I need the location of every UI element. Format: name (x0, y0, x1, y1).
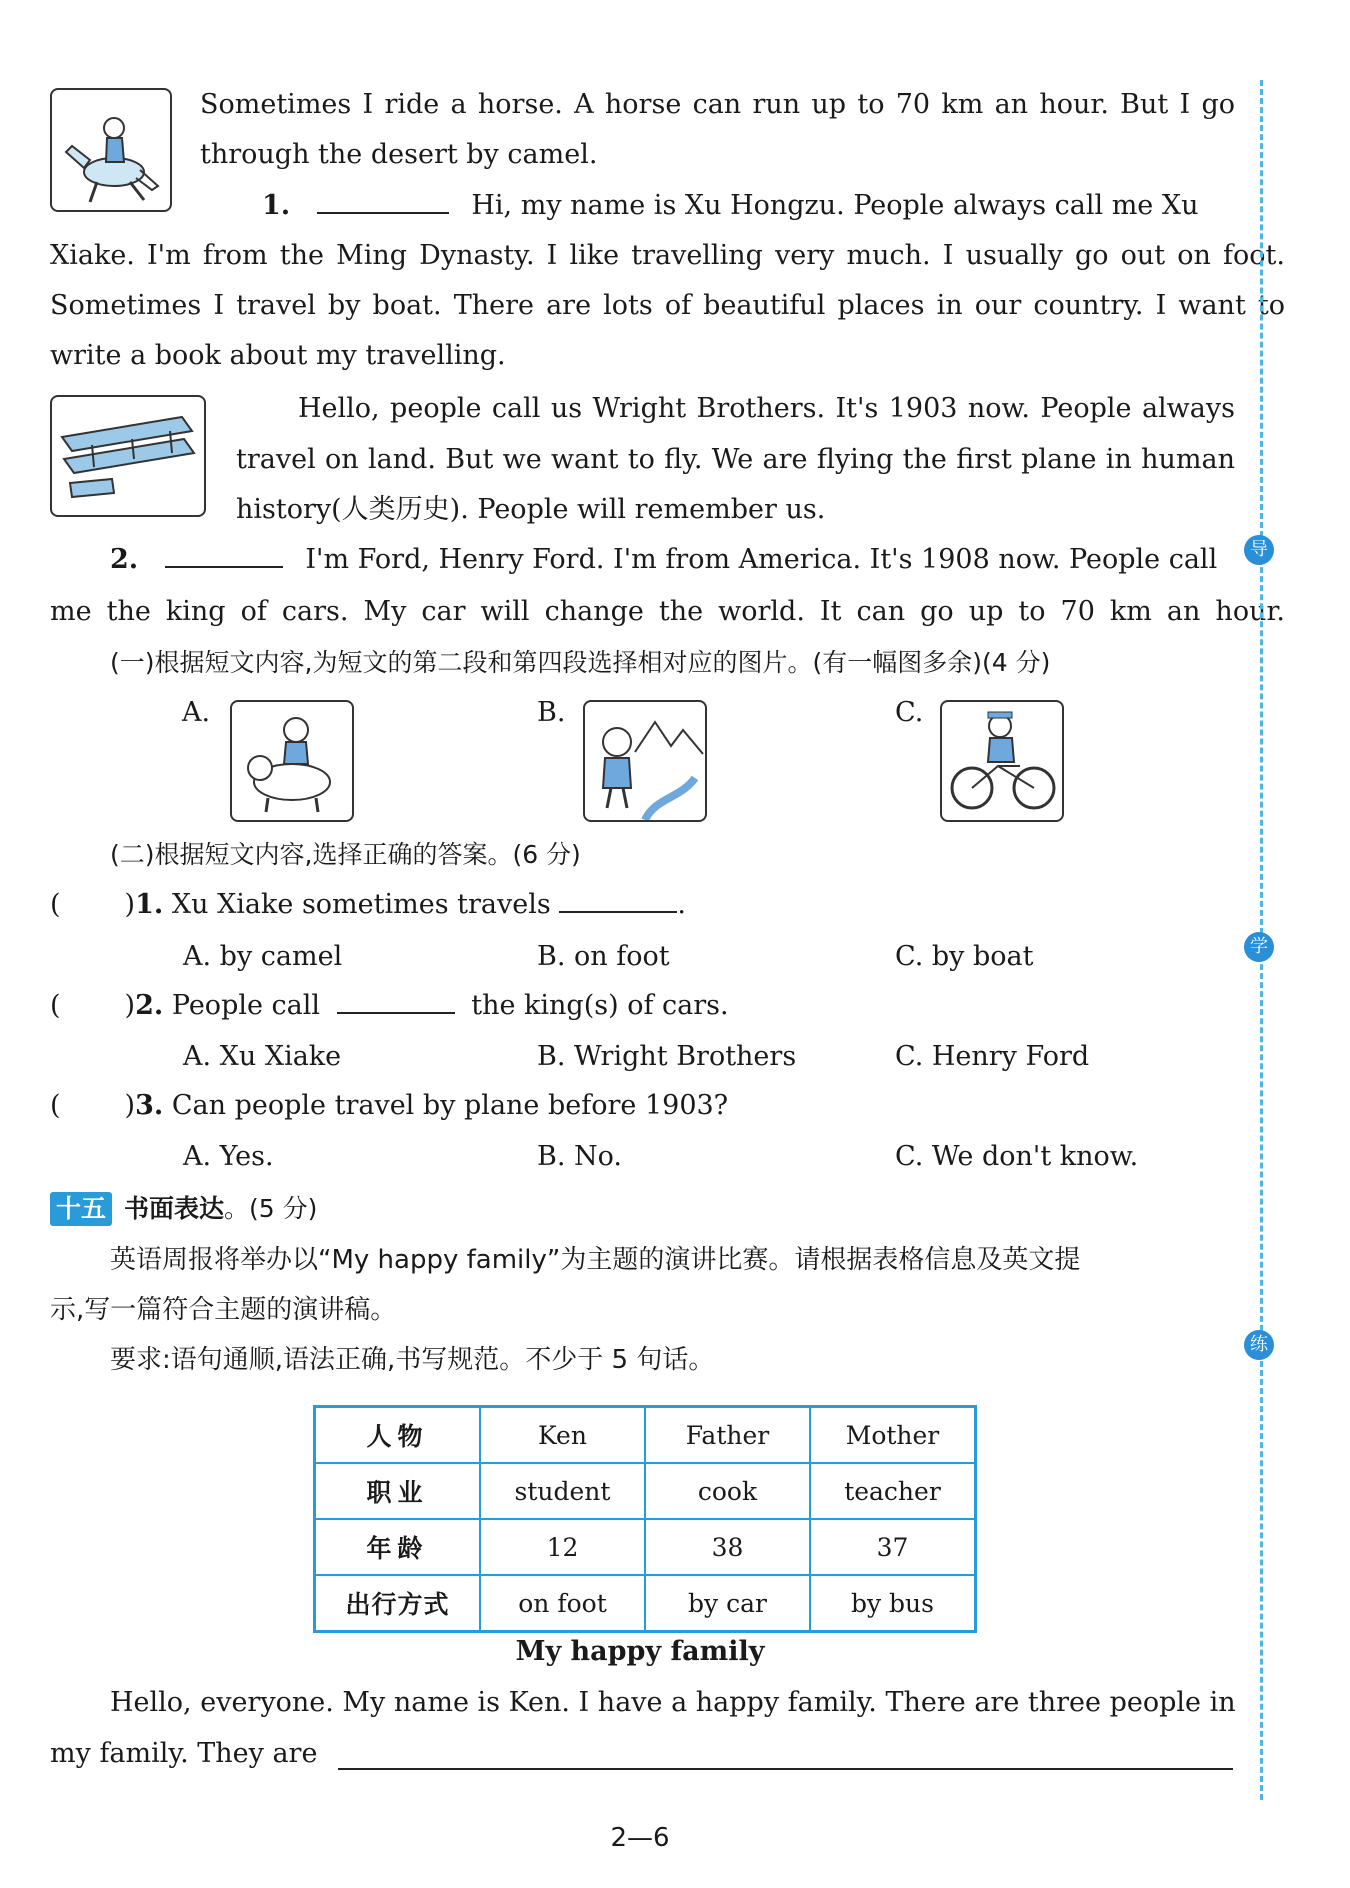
section-title: 书面表达 (124, 1194, 225, 1223)
answer-paren-open[interactable]: ( (50, 1090, 61, 1121)
essay-title: My happy family (515, 1636, 765, 1667)
question-text: People call (171, 990, 321, 1021)
table-cell: 12 (480, 1519, 645, 1575)
answer-blank[interactable] (317, 186, 449, 214)
question-text: Can people travel by plane before 1903? (171, 1090, 729, 1121)
table-header-cell: 职业 (315, 1463, 481, 1519)
table-row (315, 1519, 976, 1575)
essay-line1: Hello, everyone. My name is Ken. I have a happy family. There are three people in (110, 1687, 1236, 1718)
table-cell: by car (645, 1575, 810, 1632)
table-row (315, 1407, 976, 1464)
para3-line3: history(人类历史). People will remember us. (236, 494, 826, 525)
table-cell: teacher (810, 1463, 976, 1519)
essay-line2-text: my family. They are (50, 1738, 318, 1769)
section1-title: (一)根据短文内容,为短文的第二段和第四段选择相对应的图片。(有一幅图多余)(4 分) (110, 648, 1051, 677)
boy-on-ox-image[interactable] (230, 700, 354, 822)
table-cell: Ken (480, 1407, 645, 1464)
table-header-cell: 出行方式 (315, 1575, 481, 1632)
question-text-after: the king(s) of cars. (471, 990, 729, 1021)
section15-prompt-line1: 英语周报将举办以“My happy family”为主题的演讲比赛。请根据表格信息及英文提 (110, 1245, 1081, 1275)
table-row (315, 1463, 976, 1519)
table-cell: by bus (810, 1575, 976, 1632)
para2-line3: Sometimes I travel by boat. There are lots of beautiful places in our country. I want to (50, 290, 1285, 321)
section-number-tag: 十五 (50, 1192, 112, 1226)
table-cell: cook (645, 1463, 810, 1519)
q1-option-a[interactable]: A. by camel (183, 941, 343, 972)
para2-line1 (262, 186, 1235, 226)
side-badge-3: 练 (1244, 1330, 1274, 1360)
picture-label-a: A. (182, 697, 211, 728)
question-number: 2. (135, 990, 164, 1021)
section15-heading (50, 1189, 317, 1229)
q3-option-c[interactable]: C. We don't know. (895, 1141, 1139, 1172)
table-cell: on foot (480, 1575, 645, 1632)
plane-image (50, 395, 206, 517)
q2-option-a[interactable]: A. Xu Xiake (183, 1041, 342, 1072)
q2-option-b[interactable]: B. Wright Brothers (537, 1041, 797, 1072)
picture-label-b: B. (537, 697, 566, 728)
table-row (315, 1575, 976, 1632)
para4-line1-text: I'm Ford, Henry Ford. I'm from America. It's 1908 now. People call (305, 544, 1218, 575)
question-number: 2. (110, 544, 139, 575)
answer-blank[interactable] (337, 986, 455, 1014)
para1-line1: Sometimes I ride a horse. A horse can run up to 70 km an hour. But I go (200, 89, 1235, 120)
para1-line2: through the desert by camel. (200, 139, 598, 170)
table-cell: Mother (810, 1407, 976, 1464)
para2-line2: Xiake. I'm from the Ming Dynasty. I like travelling very much. I usually go out on foot. (50, 240, 1285, 271)
essay-writing-line[interactable] (338, 1742, 1233, 1770)
question-3 (50, 1086, 728, 1126)
answer-blank[interactable] (165, 540, 283, 568)
table-header-cell: 人物 (315, 1407, 481, 1464)
table-cell: student (480, 1463, 645, 1519)
answer-blank[interactable] (559, 885, 677, 913)
para3-line2: travel on land. But we want to fly. We are flying the first plane in human (236, 444, 1235, 475)
q3-option-b[interactable]: B. No. (537, 1141, 622, 1172)
boy-walking-image[interactable] (583, 700, 707, 822)
table-cell: Father (645, 1407, 810, 1464)
para4-line1 (110, 540, 1235, 580)
answer-paren-open[interactable]: ( (50, 990, 61, 1021)
table-cell: 37 (810, 1519, 976, 1575)
section-score: 。(5 分) (224, 1194, 318, 1223)
question-number: 1. (262, 190, 291, 221)
table-cell: 38 (645, 1519, 810, 1575)
para2-line1-text: Hi, my name is Xu Hongzu. People always call me Xu (471, 190, 1199, 221)
para2-line4: write a book about my travelling. (50, 340, 506, 371)
section15-prompt-line2: 示,写一篇符合主题的演讲稿。 (50, 1295, 397, 1325)
picture-label-c: C. (895, 697, 924, 728)
q2-option-c[interactable]: C. Henry Ford (895, 1041, 1090, 1072)
question-2 (50, 986, 729, 1026)
answer-paren-close: ) (124, 1090, 136, 1121)
answer-paren-close: ) (124, 990, 136, 1021)
man-on-bicycle-image[interactable] (940, 700, 1064, 822)
q1-option-c[interactable]: C. by boat (895, 941, 1034, 972)
question-end: . (677, 889, 686, 920)
para3-line1: Hello, people call us Wright Brothers. It's 1903 now. People always (298, 393, 1235, 424)
side-badge-1: 导 (1244, 535, 1274, 565)
answer-paren-open[interactable]: ( (50, 889, 61, 920)
section15-requirements: 要求:语句通顺,语法正确,书写规范。不少于 5 句话。 (110, 1345, 715, 1375)
question-1 (50, 885, 686, 925)
question-number: 3. (135, 1090, 164, 1121)
para4-line2: me the king of cars. My car will change the world. It can go up to 70 km an hour. (50, 596, 1285, 627)
table-header-cell: 年龄 (315, 1519, 481, 1575)
question-number: 1. (135, 889, 164, 920)
page-number: 2—6 (610, 1823, 670, 1853)
side-badge-2: 学 (1244, 932, 1274, 962)
q1-option-b[interactable]: B. on foot (537, 941, 670, 972)
horse-rider-image (50, 88, 172, 212)
section2-title: (二)根据短文内容,选择正确的答案。(6 分) (110, 840, 581, 869)
family-info-table (313, 1405, 977, 1633)
answer-paren-close: ) (124, 889, 136, 920)
essay-line2 (50, 1734, 317, 1774)
q3-option-a[interactable]: A. Yes. (183, 1141, 274, 1172)
question-text: Xu Xiake sometimes travels (171, 889, 551, 920)
